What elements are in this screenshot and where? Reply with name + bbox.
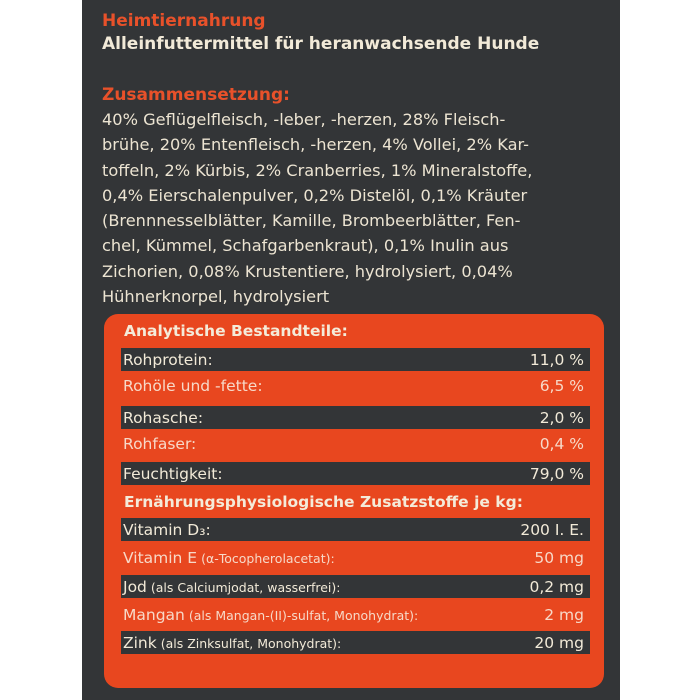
analytics-title: Analytische Bestandteile:: [124, 322, 348, 340]
analytics-row: [121, 374, 590, 397]
additive-value: 50 mg: [534, 548, 584, 567]
additive-label: Zink: [123, 633, 157, 652]
composition-line: chel, Kümmel, Schafgarbenkraut), 0,1% Inulin aus: [102, 236, 509, 256]
nutrient-label: Rohasche:: [123, 408, 204, 427]
nutrient-value: 79,0 %: [529, 464, 584, 483]
additive-note: (als Calciumjodat, wasserfrei):: [146, 579, 341, 595]
additive-label: Mangan: [123, 605, 185, 624]
additive-row: [121, 575, 590, 598]
additive-value: 20 mg: [534, 633, 584, 652]
additive-note: (α-Tocopherolacetat):: [197, 550, 335, 566]
additive-value: 0,2 mg: [529, 577, 584, 596]
additive-row: [121, 603, 590, 626]
composition-title: Zusammensetzung:: [102, 85, 290, 105]
composition-line: brühe, 20% Entenfleisch, -herzen, 4% Vollei, 2% Kar-: [102, 135, 529, 155]
composition-line: 40% Geflügelfleisch, -leber, -herzen, 28% Fleisch-: [102, 110, 506, 129]
nutrient-label: Rohfaser:: [123, 434, 197, 453]
composition-line: Hühnerknorpel, hydrolysiert: [102, 287, 330, 307]
composition-line: (Brennnesselblätter, Kamille, Brombeerblätter, Fen-: [102, 211, 521, 231]
additive-note: (als Mangan-(II)-sulfat, Monohydrat):: [184, 607, 419, 623]
additive-label: Vitamin E: [123, 548, 198, 567]
additive-label: Jod: [123, 577, 147, 596]
additive-note: (als Zinksulfat, Monohydrat):: [156, 635, 342, 651]
additive-label: Vitamin D₃:: [123, 520, 211, 539]
nutrient-value: 0,4 %: [539, 434, 584, 453]
additive-value: 200 I. E.: [520, 520, 584, 539]
additive-row: [121, 518, 590, 541]
product-type-subtitle: Alleinfuttermittel für heranwachsende Hunde: [102, 34, 540, 54]
nutrient-value: 6,5 %: [539, 376, 584, 395]
additive-value: 2 mg: [544, 605, 584, 624]
composition-text: [102, 107, 602, 309]
additives-title: Ernährungsphysiologische Zusatzstoffe je kg:: [124, 493, 523, 511]
composition-line: toffeln, 2% Kürbis, 2% Cranberries, 1% Mineralstoffe,: [102, 160, 533, 180]
nutrient-label: Feuchtigkeit:: [123, 464, 223, 483]
analytics-row: [121, 348, 590, 371]
additive-row: [121, 631, 590, 654]
analytics-row: [121, 406, 590, 429]
analytics-row: [121, 462, 590, 485]
nutrient-value: 11,0 %: [529, 350, 584, 369]
nutrient-value: 2,0 %: [539, 408, 584, 427]
product-category-title: Heimtiernahrung: [102, 11, 266, 31]
analytics-row: [121, 432, 590, 455]
composition-line: 0,4% Eierschalenpulver, 0,2% Distelöl, 0,1% Kräuter: [102, 185, 528, 205]
additive-row: [121, 546, 590, 569]
composition-line: Zichorien, 0,08% Krustentiere, hydrolysiert, 0,04%: [102, 261, 513, 281]
nutrient-label: Rohöle und -fette:: [123, 376, 263, 395]
nutrient-label: Rohprotein:: [123, 350, 213, 369]
